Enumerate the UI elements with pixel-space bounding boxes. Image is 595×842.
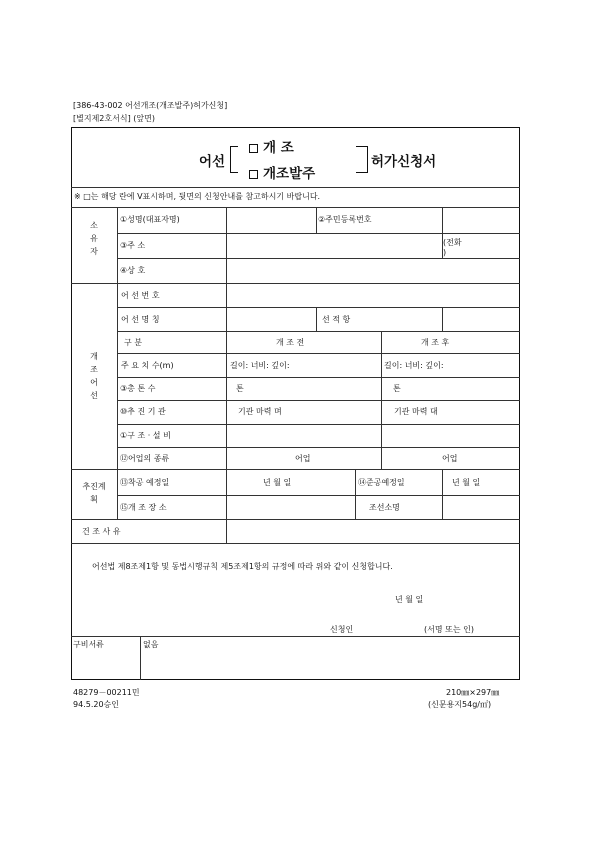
before-label: 개 조 전	[276, 338, 305, 347]
phone-close: )	[443, 248, 447, 257]
title-bracket	[356, 172, 367, 173]
column-line	[442, 469, 443, 519]
start-date-label: ⑬착공 예정일	[120, 478, 170, 487]
dimensions-after: 길이: 너비: 깊이:	[384, 361, 444, 370]
title-bracket	[230, 146, 238, 147]
column-line	[316, 307, 317, 331]
modification-place-label: ⑮개 조 장 소	[120, 503, 167, 512]
dimensions-before: 길이: 너비: 깊이:	[230, 361, 290, 370]
structure-label: ①구 조 · 설 비	[120, 431, 171, 440]
dimensions-label: 주 요 치 수(m)	[121, 361, 174, 370]
column-line	[140, 636, 141, 680]
title-bracket	[230, 172, 238, 173]
documents-label: 구비서류	[73, 640, 104, 649]
paper-type: (신문용지54g/㎡)	[428, 700, 492, 709]
after-label: 개 조 후	[421, 338, 450, 347]
paper-size: 210㎜×297㎜	[446, 688, 500, 697]
approval-date: 94.5.20승인	[73, 700, 119, 709]
row-divider	[117, 424, 520, 425]
tonnage-before: 톤	[236, 384, 244, 393]
row-divider	[71, 207, 520, 208]
engine-after: 기관 마력 대	[394, 407, 438, 416]
row-divider	[117, 447, 520, 448]
title-bracket	[356, 146, 367, 147]
checkbox-icon[interactable]	[249, 170, 258, 179]
declaration-date: 년 월 일	[395, 595, 424, 604]
tonnage-after: 톤	[393, 384, 401, 393]
attachment-label: [별지제2호서식] (앞면)	[73, 114, 155, 123]
before-after-column-line	[381, 331, 382, 469]
port-label: 선 적 항	[322, 315, 351, 324]
row-divider	[117, 331, 520, 332]
tonnage-label: ③총 톤 수	[120, 384, 156, 393]
owner-section-label: 소유자	[90, 221, 98, 256]
vessel-number-label: 어 선 번 호	[121, 291, 160, 300]
title-prefix: 어선	[199, 154, 226, 170]
column-line	[355, 469, 356, 519]
category-label: 구 분	[124, 338, 142, 347]
plan-section-label: 추진계획	[82, 482, 106, 504]
fishery-before: 어업	[295, 454, 311, 463]
trade-name-label: ④상 호	[120, 266, 146, 275]
signature-label: (서명 또는 인)	[424, 625, 474, 634]
completion-date-label: ⑭준공예정일	[358, 478, 405, 487]
column-line	[442, 307, 443, 331]
row-divider	[117, 495, 520, 496]
reason-label: 건 조 사 유	[82, 527, 121, 536]
phone-label: (전화	[443, 238, 462, 247]
form-frame	[71, 127, 520, 680]
applicant-label: 신청인	[330, 625, 354, 634]
shipyard-name-label: 조선소명	[369, 503, 400, 512]
row-divider	[71, 283, 520, 284]
engine-before: 기관 마력 며	[238, 407, 282, 416]
row-divider	[71, 543, 520, 544]
id-number-label: ②주민등록번호	[318, 215, 372, 224]
title-bracket	[230, 146, 231, 173]
row-divider	[117, 353, 520, 354]
row-divider	[117, 400, 520, 401]
row-divider	[117, 307, 520, 308]
option-modification-order[interactable]: 개조발주	[249, 162, 315, 182]
vessel-section-label: 개조어선	[90, 352, 98, 400]
label-column-line	[226, 207, 227, 543]
row-divider	[117, 233, 520, 234]
vessel-name-label: 어 선 명 칭	[121, 315, 160, 324]
address-label: ③주 소	[120, 241, 146, 250]
instruction-note: ※ □는 해당 란에 V표시하며, 뒷면의 신청안내를 참고하시기 바랍니다.	[74, 192, 321, 201]
checkbox-icon[interactable]	[249, 144, 258, 153]
fishery-after: 어업	[442, 454, 458, 463]
title-suffix: 허가신청서	[371, 154, 437, 170]
documents-value: 없음	[143, 640, 159, 649]
title-bracket	[367, 146, 368, 173]
column-line	[316, 207, 317, 233]
declaration-text: 어선법 제8조제1항 및 동법시행규칙 제5조제1항의 규정에 따라 위와 같이 신청합니다.	[92, 562, 393, 571]
note-divider	[71, 187, 520, 188]
row-divider	[117, 377, 520, 378]
fishery-type-label: ⑫어업의 종류	[120, 454, 170, 463]
row-divider	[71, 636, 520, 637]
completion-date-value: 년 월 일	[452, 478, 481, 487]
row-divider	[71, 469, 520, 470]
form-number: 48279－00211민	[73, 688, 140, 697]
engine-label: ⑩추 진 기 관	[120, 407, 166, 416]
row-divider	[117, 258, 520, 259]
section-column-line	[117, 207, 118, 519]
row-divider	[71, 519, 520, 520]
start-date-value: 년 월 일	[263, 478, 292, 487]
form-code: [386-43-002 어선개조(개조발주)허가신청]	[73, 101, 228, 110]
option-modification[interactable]: 개 조	[249, 136, 294, 156]
name-label: ①성명(대표자명)	[120, 215, 180, 224]
